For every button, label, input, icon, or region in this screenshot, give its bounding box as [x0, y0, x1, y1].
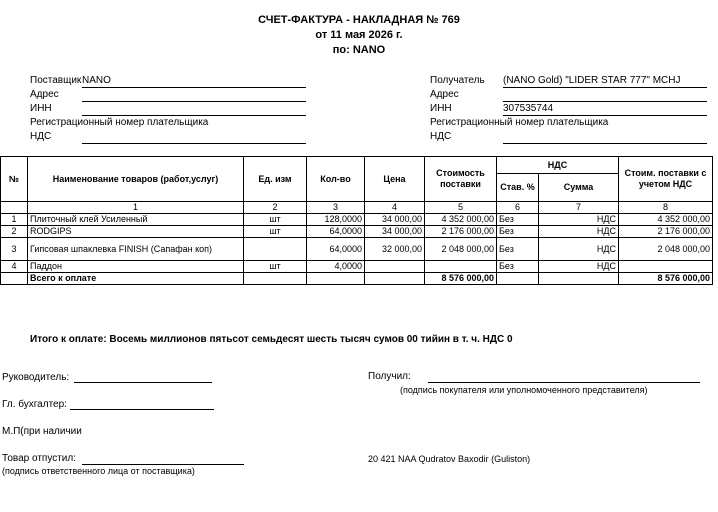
header-price: Цена: [365, 157, 425, 202]
row-no: 1: [1, 214, 28, 226]
row-vat-sum: НДС: [539, 261, 619, 273]
recipient-reg-label: Регистрационный номер плательщика: [430, 117, 609, 128]
row-total: [619, 261, 713, 273]
accountant-signature-line: [70, 397, 214, 410]
row-name: Плиточный клей Усиленный: [28, 214, 244, 226]
row-total: 4 352 000,00: [619, 214, 713, 226]
row-qty: 128,0000: [307, 214, 365, 226]
power-of-attorney: 20 421 NAA Qudratov Baxodir (Guliston): [368, 454, 531, 464]
recipient-vat-label: НДС: [430, 131, 452, 142]
header-no: №: [1, 157, 28, 202]
row-no: 4: [1, 261, 28, 273]
supplier-vat-value: [82, 131, 306, 144]
col-number: 3: [307, 202, 365, 214]
header-qty: Кол-во: [307, 157, 365, 202]
row-cost: 4 352 000,00: [425, 214, 497, 226]
col-number: 2: [244, 202, 307, 214]
released-signature-line: [82, 452, 244, 465]
row-price: 34 000,00: [365, 226, 425, 238]
invoice-table: [0, 156, 713, 285]
recipient-value: (NANO Gold) "LIDER STAR 777" MCHJ: [503, 75, 707, 88]
supplier-vat-label: НДС: [30, 131, 52, 142]
invoice-date: от 11 мая 2026 г.: [315, 29, 403, 41]
total-empty: [539, 273, 619, 285]
table-row: [1, 238, 713, 261]
row-vat-rate: Без: [497, 226, 539, 238]
row-vat-rate: Без: [497, 261, 539, 273]
row-qty: 4,0000: [307, 261, 365, 273]
total-empty: [307, 273, 365, 285]
row-qty: 64,0000: [307, 226, 365, 238]
supplier-label: Поставщик: [30, 75, 82, 86]
row-vat-sum: НДС: [539, 226, 619, 238]
row-no: 2: [1, 226, 28, 238]
row-name: RODGIPS: [28, 226, 244, 238]
row-unit: шт: [244, 261, 307, 273]
total-in-words: Итого к оплате: Восемь миллионов пятьсот семьдесят шесть тысяч сумов 00 тийин в т. ч. НДС 0: [30, 334, 513, 345]
col-number-empty: [1, 202, 28, 214]
row-cost: 2 176 000,00: [425, 226, 497, 238]
supplier-reg-label: Регистрационный номер плательщика: [30, 117, 209, 128]
recipient-address-label: Адрес: [430, 89, 459, 100]
recipient-address-value: [503, 89, 707, 102]
recipient-label: Получатель: [430, 75, 485, 86]
row-vat-sum: НДС: [539, 214, 619, 226]
row-price: [365, 261, 425, 273]
row-price: 34 000,00: [365, 214, 425, 226]
total-empty: [365, 273, 425, 285]
row-total: 2 048 000,00: [619, 238, 713, 261]
row-name: Паддон: [28, 261, 244, 273]
header-name: Наименование товаров (работ,услуг): [28, 157, 244, 202]
header-vat: НДС: [497, 157, 619, 174]
released-note: (подпись ответственного лица от поставщика): [2, 466, 195, 476]
received-signature-line: [428, 370, 700, 383]
supplier-value: NANO: [82, 75, 306, 88]
recipient-inn-value: 307535744: [503, 103, 707, 116]
row-no: 3: [1, 238, 28, 261]
accountant-label: Гл. бухгалтер:: [2, 399, 67, 410]
table-row: [1, 226, 713, 238]
header-unit: Ед. изм: [244, 157, 307, 202]
row-cost: 2 048 000,00: [425, 238, 497, 261]
head-label: Руководитель:: [2, 372, 70, 383]
row-name: Гипсовая шпаклевка FINISH (Сапафан коп): [28, 238, 244, 261]
row-total: 2 176 000,00: [619, 226, 713, 238]
col-number: 4: [365, 202, 425, 214]
supplier-address-label: Адрес: [30, 89, 59, 100]
supplier-address-value: [82, 89, 306, 102]
total-label: Всего к оплате: [28, 273, 244, 285]
total-sum: 8 576 000,00: [619, 273, 713, 285]
col-number: 7: [539, 202, 619, 214]
recipient-inn-label: ИНН: [430, 103, 452, 114]
row-price: 32 000,00: [365, 238, 425, 261]
total-empty: [1, 273, 28, 285]
row-unit: шт: [244, 214, 307, 226]
supplier-inn-value: [82, 103, 306, 116]
col-number: 1: [28, 202, 244, 214]
row-vat-rate: Без: [497, 238, 539, 261]
total-row: [1, 273, 713, 285]
received-label: Получил:: [368, 371, 411, 382]
head-signature-line: [74, 370, 212, 383]
row-cost: [425, 261, 497, 273]
invoice-by: по: NANO: [332, 44, 386, 56]
header-vat-rate: Став. %: [497, 174, 539, 202]
row-unit: [244, 238, 307, 261]
header-vat-sum: Сумма: [539, 174, 619, 202]
stamp-label: М.П(при наличии: [2, 426, 82, 437]
row-vat-rate: Без: [497, 214, 539, 226]
row-unit: шт: [244, 226, 307, 238]
total-empty: [244, 273, 307, 285]
row-vat-sum: НДС: [539, 238, 619, 261]
released-label: Товар отпустил:: [2, 453, 76, 464]
table-row: [1, 214, 713, 226]
col-number: 8: [619, 202, 713, 214]
total-empty: [497, 273, 539, 285]
col-number: 6: [497, 202, 539, 214]
supplier-inn-label: ИНН: [30, 103, 52, 114]
row-qty: 64,0000: [307, 238, 365, 261]
invoice-title: СЧЕТ-ФАКТУРА - НАКЛАДНАЯ № 769: [258, 14, 460, 26]
recipient-vat-value: [503, 131, 707, 144]
total-cost: 8 576 000,00: [425, 273, 497, 285]
header-cost: Стоимость поставки: [425, 157, 497, 202]
col-number: 5: [425, 202, 497, 214]
header-total: Стоим. поставки с учетом НДС: [619, 157, 713, 202]
table-row: [1, 261, 713, 273]
received-note: (подпись покупателя или уполномоченного представителя): [400, 385, 648, 395]
